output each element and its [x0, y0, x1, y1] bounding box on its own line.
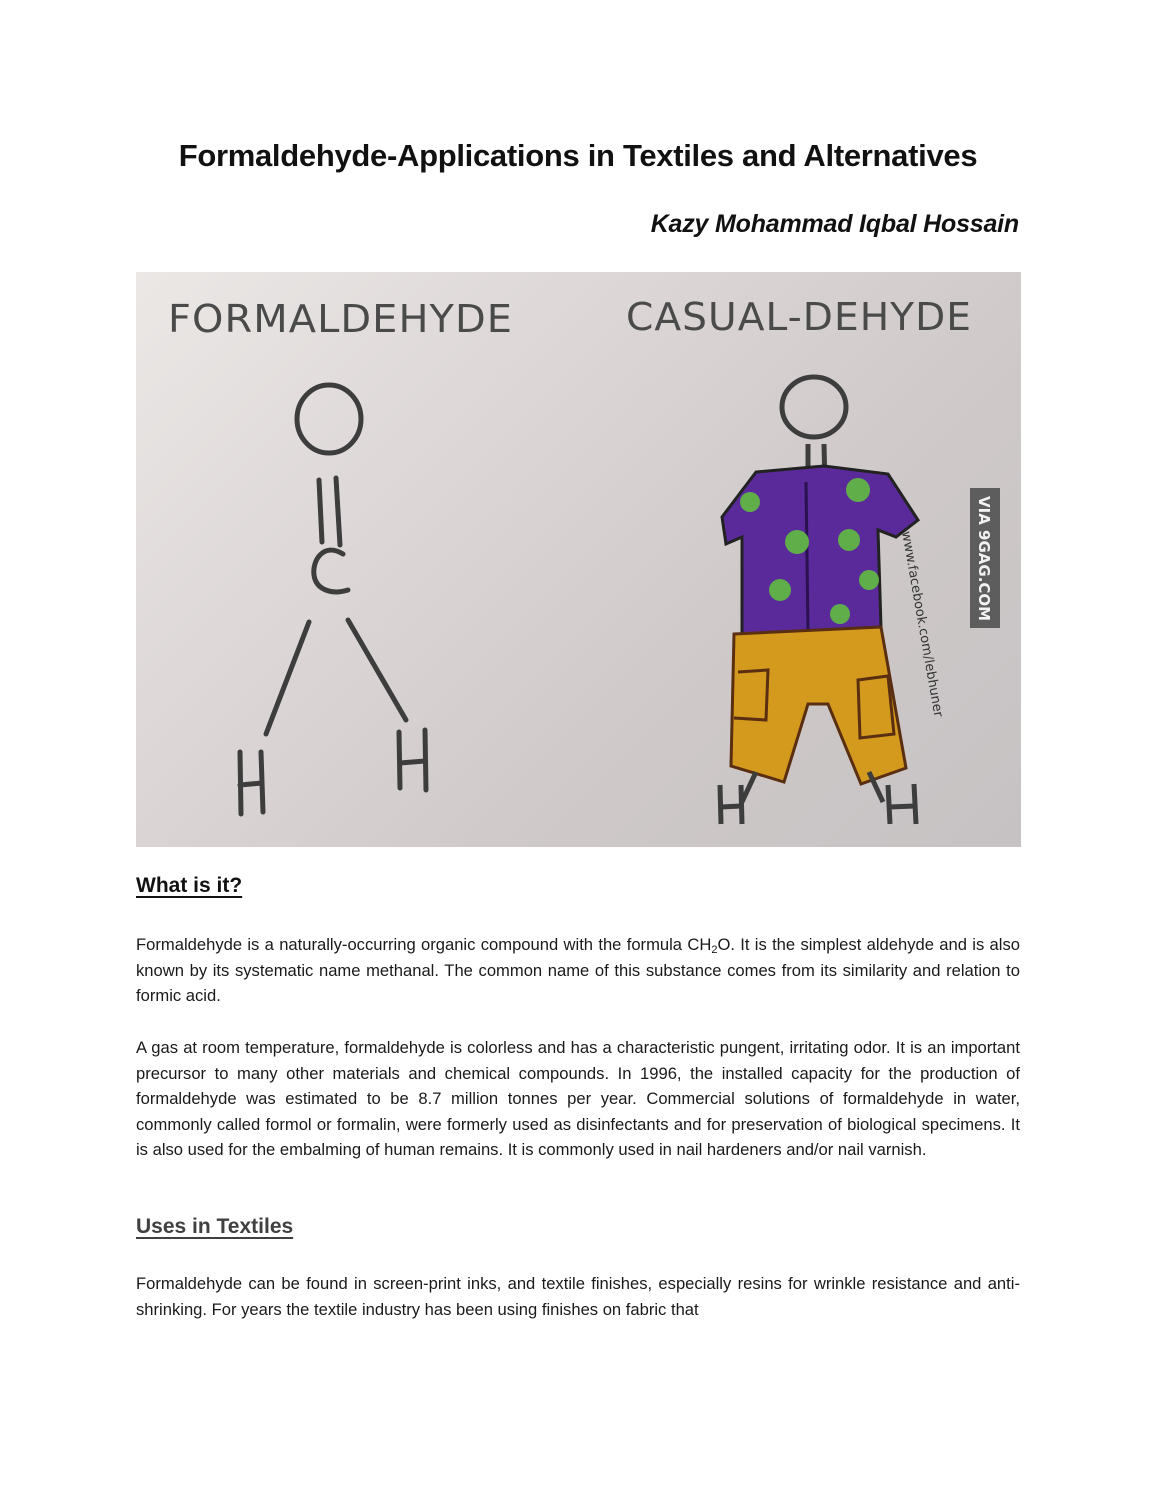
author-name: Kazy Mohammad Iqbal Hossain [650, 210, 1019, 238]
right-label: CASUAL-DEHYDE [626, 295, 972, 339]
artist-credit: www.facebook.com/lebhuner [898, 530, 946, 719]
heading-uses-in-textiles: Uses in Textiles [136, 1215, 294, 1238]
heading-what-is-it: What is it? [136, 874, 243, 897]
formaldehyde-cartoon-image [136, 272, 1021, 847]
formaldehyde-molecule-drawing [240, 385, 426, 814]
watermark-text: VIA 9GAG.COM [975, 496, 993, 622]
left-label: FORMALDEHYDE [168, 297, 513, 341]
casual-dehyde-drawing [720, 377, 946, 824]
shorts-shape [731, 627, 906, 784]
paragraph-properties: A gas at room temperature, formaldehyde is colorless and has a characteristic pungent, irritating odor. It is an important precursor to many other materials and chemical compounds. In 1996, the installed capacity for the production of formaldehyde was estimated to be 8.7 million tonnes per year. Commercial solutions of formaldehyde in water, commonly called formol or formalin, were formerly used as disinfectants and for preservation of biological specimens. It is also used for the embalming of human remains. It is commonly used in nail hardeners and/or nail varnish. [136, 1038, 1020, 1159]
paragraph-textile-uses: Formaldehyde can be found in screen-print inks, and textile finishes, especially resins for wrinkle resistance and anti-shrinking. For years the textile industry has been using finishes on fabric that [136, 1274, 1020, 1319]
document-title: Formaldehyde-Applications in Textiles and Alternatives [178, 138, 978, 173]
paragraph-definition: Formaldehyde is a naturally-occurring organic compound with the formula $CH_2O$. It is the simplest aldehyde and is also known by its systematic name methanal. The common name of this substance comes from its similarity and relation to formic acid. [136, 935, 1020, 1005]
shirt-shape [722, 466, 918, 634]
